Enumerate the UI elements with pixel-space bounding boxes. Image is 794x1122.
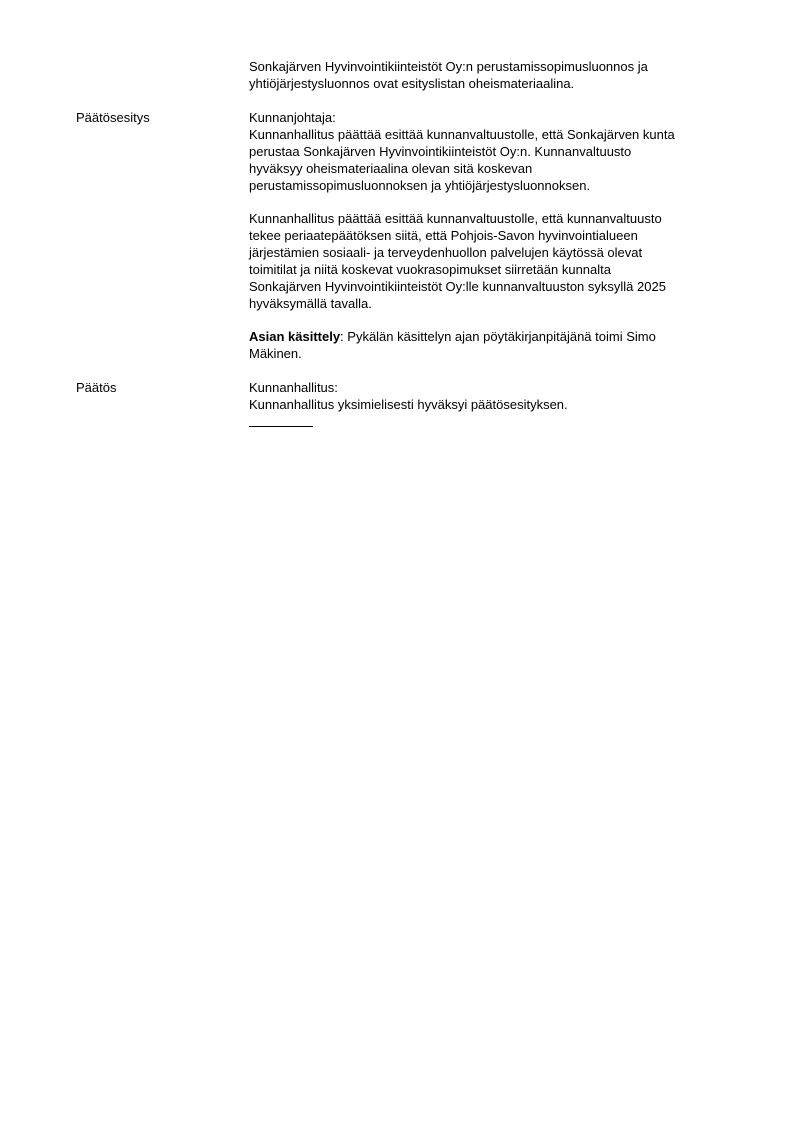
proposal-paragraph-1-line: hyväksyy oheismateriaalina olevan sitä koskevan xyxy=(249,161,533,176)
handling-text: : Pykälän käsittelyn ajan pöytäkirjanpitäjänä toimi Simo xyxy=(340,329,656,344)
handling-note xyxy=(249,328,739,362)
decision-label: Päätös xyxy=(76,380,117,395)
proposal-presenter: Kunnanjohtaja: xyxy=(249,110,336,125)
proposal-paragraph-2-line: Sonkajärven Hyvinvointikiinteistöt Oy:lle kunnanvaltuuston syksyllä 2025 xyxy=(249,279,666,294)
closing-rule xyxy=(249,426,313,427)
proposal-paragraph-2 xyxy=(249,210,739,312)
proposal-paragraph-2-line: järjestämien sosiaali- ja terveydenhuollon palvelujen käytössä olevat xyxy=(249,245,643,260)
proposal-paragraph-1 xyxy=(249,126,739,194)
proposal-label: Päätösesitys xyxy=(76,110,150,125)
decision-text: Kunnanhallitus yksimielisesti hyväksyi päätösesityksen. xyxy=(249,397,568,412)
proposal-paragraph-2-line: tekee periaatepäätöksen siitä, että Pohjois-Savon hyvinvointialueen xyxy=(249,228,638,243)
proposal-paragraph-2-line: hyväksymällä tavalla. xyxy=(249,296,372,311)
proposal-paragraph-1-line: perustamissopimusluonnoksen ja yhtiöjärjestysluonnoksen. xyxy=(249,178,591,193)
proposal-presenter-block xyxy=(249,109,739,126)
decision-block xyxy=(249,379,739,413)
proposal-paragraph-1-line: Kunnanhallitus päättää esittää kunnanvaltuustolle, että Sonkajärven kunta xyxy=(249,127,675,142)
intro-text xyxy=(249,58,739,92)
proposal-paragraph-2-line: toimitilat ja niitä koskevat vuokrasopimukset siirretään kunnalta xyxy=(249,262,612,277)
handling-note-line xyxy=(249,328,739,345)
proposal-paragraph-1-line: perustaa Sonkajärven Hyvinvointikiinteistöt Oy:n. Kunnanvaltuusto xyxy=(249,144,632,159)
proposal-paragraph-2-line: Kunnanhallitus päättää esittää kunnanvaltuustolle, että kunnanvaltuusto xyxy=(249,211,662,226)
handling-note-line: Mäkinen. xyxy=(249,346,302,361)
decision-body: Kunnanhallitus: xyxy=(249,380,338,395)
intro-line: Sonkajärven Hyvinvointikiinteistöt Oy:n perustamissopimusluonnos ja xyxy=(249,59,648,74)
handling-label: Asian käsittely xyxy=(249,329,341,344)
intro-line: yhtiöjärjestysluonnos ovat esityslistan oheismateriaalina. xyxy=(249,76,575,91)
